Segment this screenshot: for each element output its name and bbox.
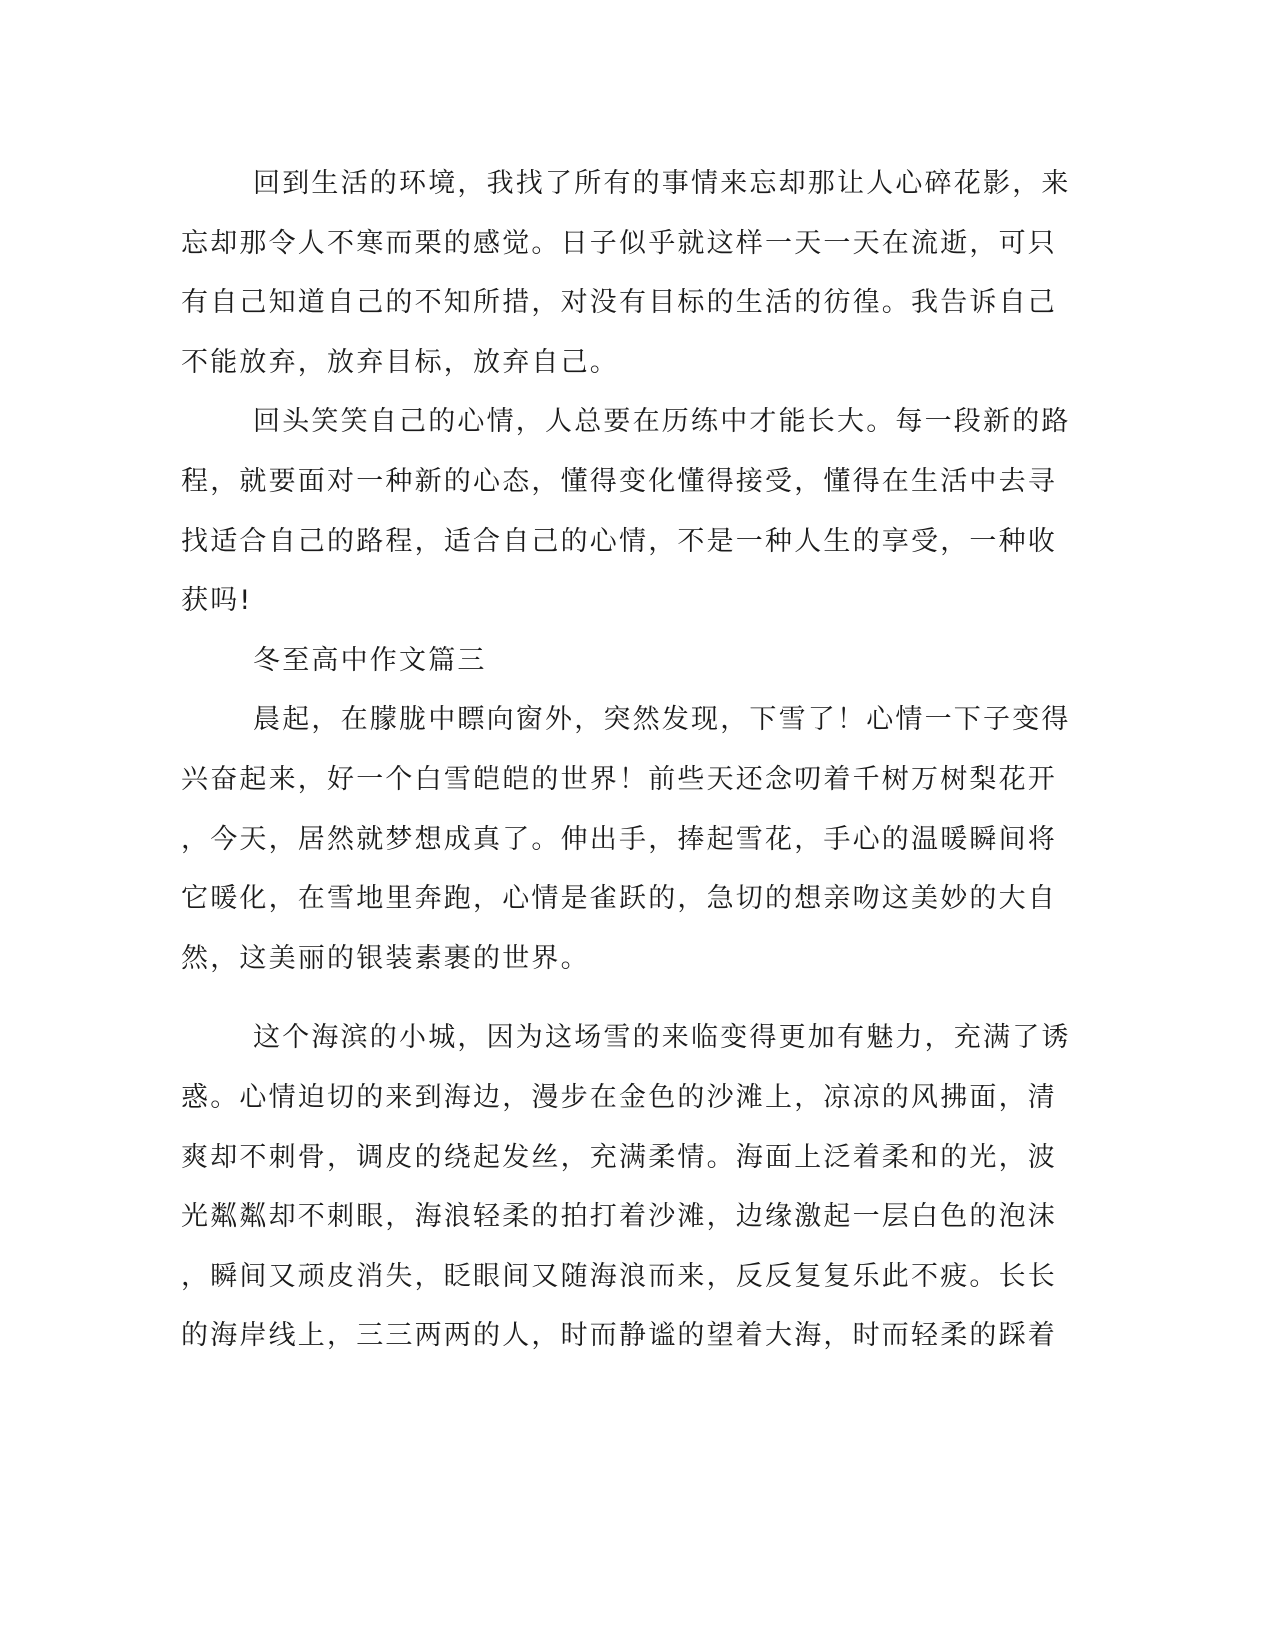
text-line: 惑。心情迫切的来到海边，漫步在金色的沙滩上，凉凉的风拂面，清 (181, 1081, 1057, 1113)
text-line: 爽却不刺骨，调皮的绕起发丝，充满柔情。海面上泛着柔和的光，波 (181, 1141, 1057, 1173)
paragraph (181, 154, 1071, 392)
text-line: 晨起，在朦胧中瞟向窗外，突然发现，下雪了！心情一下子变得 (253, 704, 1071, 736)
text-line: 程，就要面对一种新的心态，懂得变化懂得接受，懂得在生活中去寻 (181, 465, 1057, 497)
heading-text: 冬至高中作文篇三 (253, 644, 487, 676)
text-line: ，今天，居然就梦想成真了。伸出手，捧起雪花，手心的温暖瞬间将 (181, 823, 1057, 855)
text-line: 光粼粼却不刺眼，海浪轻柔的拍打着沙滩，边缘激起一层白色的泡沫 (181, 1201, 1057, 1233)
paragraph (181, 392, 1071, 630)
text-line: 获吗! (181, 585, 253, 617)
paragraph-gap (181, 988, 1041, 1008)
paragraph (181, 690, 1071, 988)
text-line: 它暖化，在雪地里奔跑，心情是雀跃的，急切的想亲吻这美妙的大自 (181, 883, 1057, 915)
text-line: ，瞬间又顽皮消失，眨眼间又随海浪而来，反反复复乐此不疲。长长 (181, 1260, 1057, 1292)
text-line: 回到生活的环境，我找了所有的事情来忘却那让人心碎花影，来 (253, 168, 1071, 199)
text-line: 找适合自己的路程，适合自己的心情，不是一种人生的享受，一种收 (181, 525, 1057, 557)
text-line: 有自己知道自己的不知所措，对没有目标的生活的彷徨。我告诉自己 (181, 287, 1057, 319)
text-line: 然，这美丽的银装素裹的世界。 (181, 942, 590, 974)
text-line: 兴奋起来，好一个白雪皑皑的世界！前些天还念叨着千树万树梨花开 (181, 763, 1057, 795)
paragraph (181, 1008, 1071, 1366)
text-line: 的海岸线上，三三两两的人，时而静谧的望着大海，时而轻柔的踩着 (181, 1320, 1057, 1352)
text-line: 这个海滨的小城，因为这场雪的来临变得更加有魅力，充满了诱 (253, 1022, 1071, 1054)
text-line: 回头笑笑自己的心情，人总要在历练中才能长大。每一段新的路 (253, 406, 1071, 438)
text-line: 不能放弃，放弃目标，放弃自己。 (181, 346, 619, 378)
document-body (181, 154, 1071, 1366)
section-heading (181, 631, 1041, 691)
text-line: 忘却那令人不寒而栗的感觉。日子似乎就这样一天一天在流逝，可只 (181, 227, 1057, 259)
